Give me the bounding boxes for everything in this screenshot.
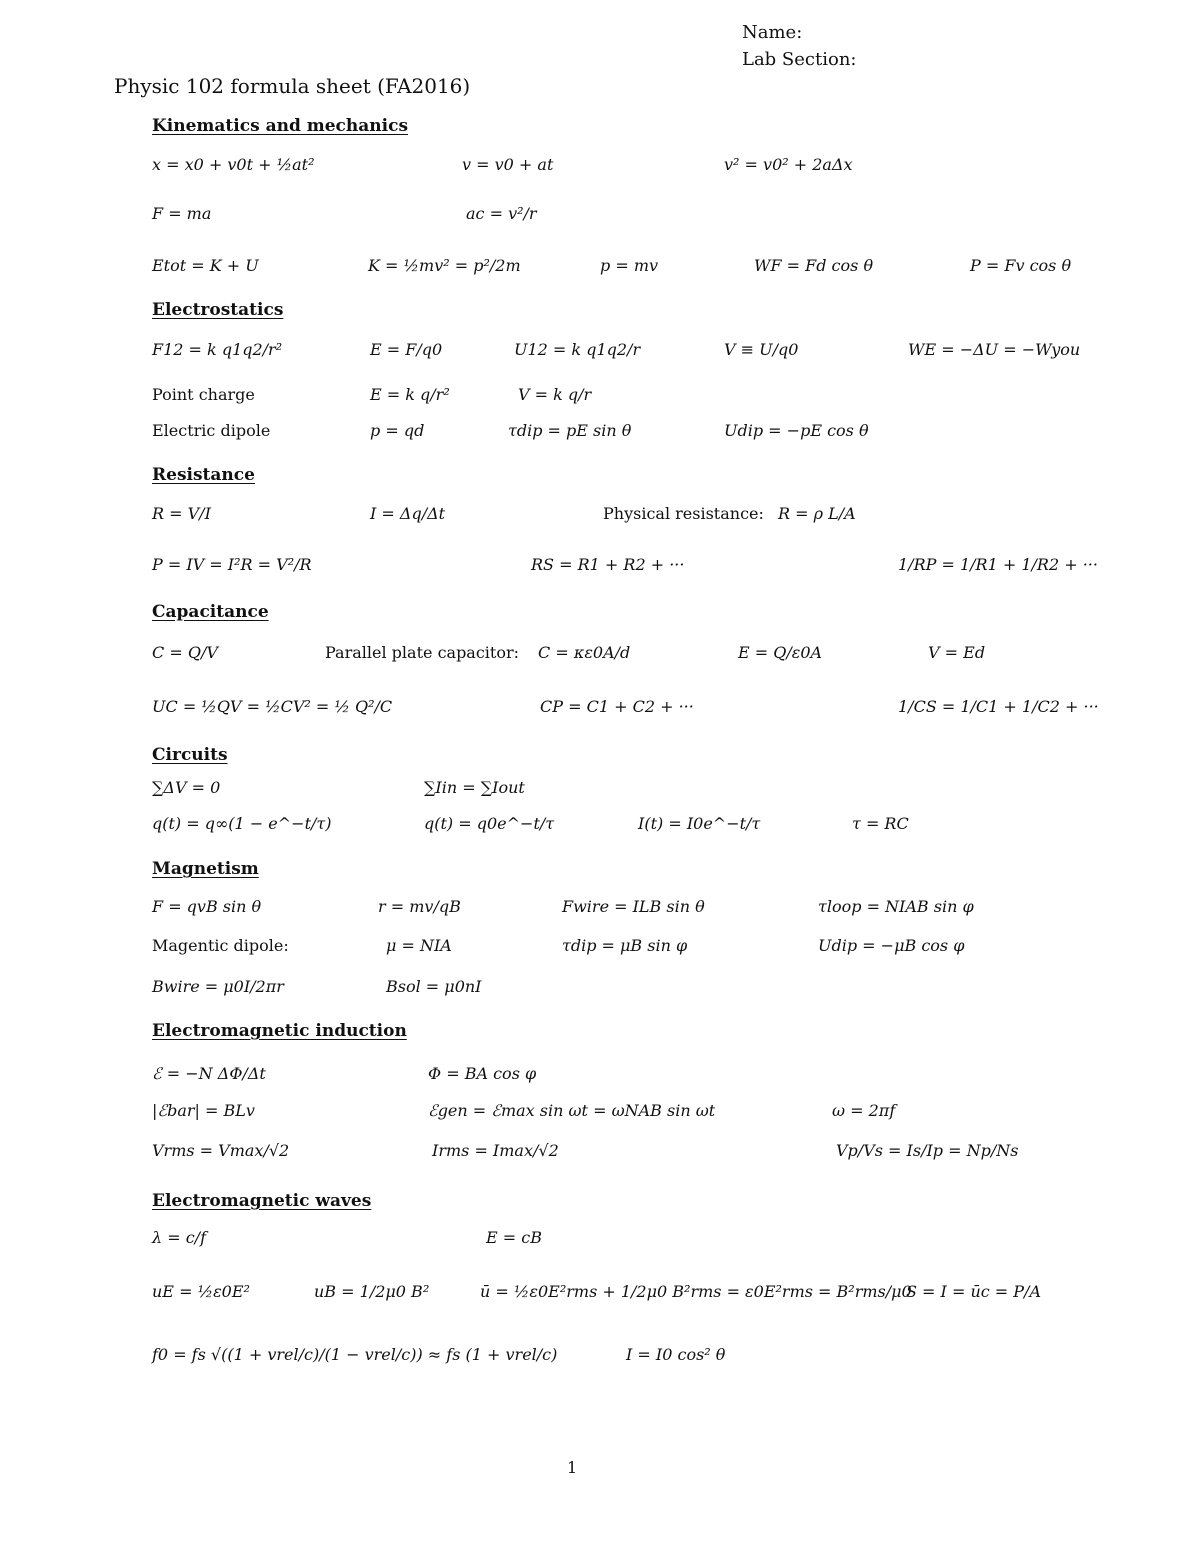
equation: C = κε0A/d: [538, 643, 631, 662]
equation: Bwire = μ0I/2πr: [152, 977, 284, 996]
section-heading-resistance: Resistance: [152, 465, 255, 485]
section-heading-capacitance: Capacitance: [152, 602, 269, 622]
section-heading-induction: Electromagnetic induction: [152, 1021, 407, 1041]
equation: RS = R1 + R2 + ···: [531, 555, 685, 574]
section-heading-kinematics: Kinematics and mechanics: [152, 116, 409, 136]
equation: q(t) = q∞(1 − e^−t/τ): [152, 814, 332, 833]
equation: CP = C1 + C2 + ···: [540, 697, 694, 716]
equation: F = qvB sin θ: [152, 897, 262, 916]
equation: ℰ = −N ΔΦ/Δt: [152, 1064, 266, 1083]
equation: τ = RC: [852, 814, 909, 833]
equation: WE = −ΔU = −Wyou: [908, 340, 1081, 359]
equation: ac = v²/r: [466, 204, 537, 223]
equation: |ℰbar| = BLv: [152, 1101, 255, 1120]
equation: Bsol = μ0nI: [386, 977, 482, 996]
equation: p = mv: [600, 256, 659, 275]
equation: Etot = K + U: [152, 256, 259, 275]
equation: ∑ΔV = 0: [152, 778, 221, 797]
equation: τdip = μB sin φ: [562, 936, 688, 955]
equation: ∑Iin = ∑Iout: [424, 778, 525, 797]
section-heading-waves: Electromagnetic waves: [152, 1191, 372, 1211]
lab-section-label: Lab Section:: [742, 49, 857, 70]
equation: E = F/q0: [370, 340, 443, 359]
equation: V = k q/r: [518, 385, 592, 404]
equation: uB = 1/2μ0 B²: [314, 1282, 430, 1301]
equation: Fwire = ILB sin θ: [562, 897, 705, 916]
equation: q(t) = q0e^−t/τ: [424, 814, 555, 833]
equation: UC = ½QV = ½CV² = ½ Q²/C: [152, 697, 393, 716]
equation: μ = NIA: [386, 936, 452, 955]
equation: S = I = ūc = P/A: [906, 1282, 1041, 1301]
equation: Vrms = Vmax/√2: [152, 1141, 290, 1160]
equation: V ≡ U/q0: [724, 340, 799, 359]
equation: P = Fv cos θ: [970, 256, 1072, 275]
equation: v² = v0² + 2aΔx: [724, 155, 853, 174]
equation: P = IV = I²R = V²/R: [152, 555, 312, 574]
equation: C = Q/V: [152, 643, 218, 662]
equation: f0 = fs √((1 + vrel/c)/(1 − vrel/c)) ≈ fs (1 + vrel/c): [152, 1345, 558, 1364]
equation: τdip = pE sin θ: [508, 421, 632, 440]
equation: 1/CS = 1/C1 + 1/C2 + ···: [898, 697, 1099, 716]
label-physical-resistance: Physical resistance:: [603, 504, 764, 523]
equation: r = mv/qB: [378, 897, 461, 916]
equation: WF = Fd cos θ: [754, 256, 874, 275]
equation: x = x0 + v0t + ½at²: [152, 155, 315, 174]
equation: v = v0 + at: [462, 155, 554, 174]
section-heading-magnetism: Magnetism: [152, 859, 259, 879]
equation: ℰgen = ℰmax sin ωt = ωNAB sin ωt: [428, 1101, 716, 1120]
equation: I = Δq/Δt: [370, 504, 446, 523]
equation: U12 = k q1q2/r: [514, 340, 641, 359]
name-label: Name:: [742, 22, 803, 43]
equation: τloop = NIAB sin φ: [818, 897, 974, 916]
page-title: Physic 102 formula sheet (FA2016): [114, 74, 471, 98]
equation: 1/RP = 1/R1 + 1/R2 + ···: [898, 555, 1098, 574]
section-heading-electrostatics: Electrostatics: [152, 300, 284, 320]
row-label-electric-dipole: Electric dipole: [152, 421, 271, 440]
equation: Φ = BA cos φ: [428, 1064, 537, 1083]
equation: p = qd: [370, 421, 425, 440]
equation: I(t) = I0e^−t/τ: [638, 814, 761, 833]
equation: K = ½mv² = p²/2m: [368, 256, 521, 275]
equation: R = V/I: [152, 504, 211, 523]
equation: I = I0 cos² θ: [626, 1345, 726, 1364]
label-parallel-plate: Parallel plate capacitor:: [325, 643, 520, 662]
row-label-point-charge: Point charge: [152, 385, 255, 404]
equation: E = cB: [486, 1228, 542, 1247]
equation: E = k q/r²: [370, 385, 450, 404]
equation: R = ρ L/A: [778, 504, 856, 523]
equation: Udip = −pE cos θ: [724, 421, 869, 440]
equation: λ = c/f: [152, 1228, 206, 1247]
page-number: 1: [567, 1458, 578, 1477]
equation: Irms = Imax/√2: [432, 1141, 559, 1160]
equation: F12 = k q1q2/r²: [152, 340, 283, 359]
equation: uE = ½ε0E²: [152, 1282, 250, 1301]
equation: F = ma: [152, 204, 212, 223]
equation: Udip = −μB cos φ: [818, 936, 965, 955]
equation: E = Q/ε0A: [738, 643, 823, 662]
equation: ω = 2πf: [832, 1101, 896, 1120]
row-label-magnetic-dipole: Magentic dipole:: [152, 936, 289, 955]
section-heading-circuits: Circuits: [152, 745, 228, 765]
equation: Vp/Vs = Is/Ip = Np/Ns: [836, 1141, 1019, 1160]
equation: V = Ed: [928, 643, 986, 662]
equation: ū = ½ε0E²rms + 1/2μ0 B²rms = ε0E²rms = B²rms/μ0: [480, 1282, 912, 1301]
